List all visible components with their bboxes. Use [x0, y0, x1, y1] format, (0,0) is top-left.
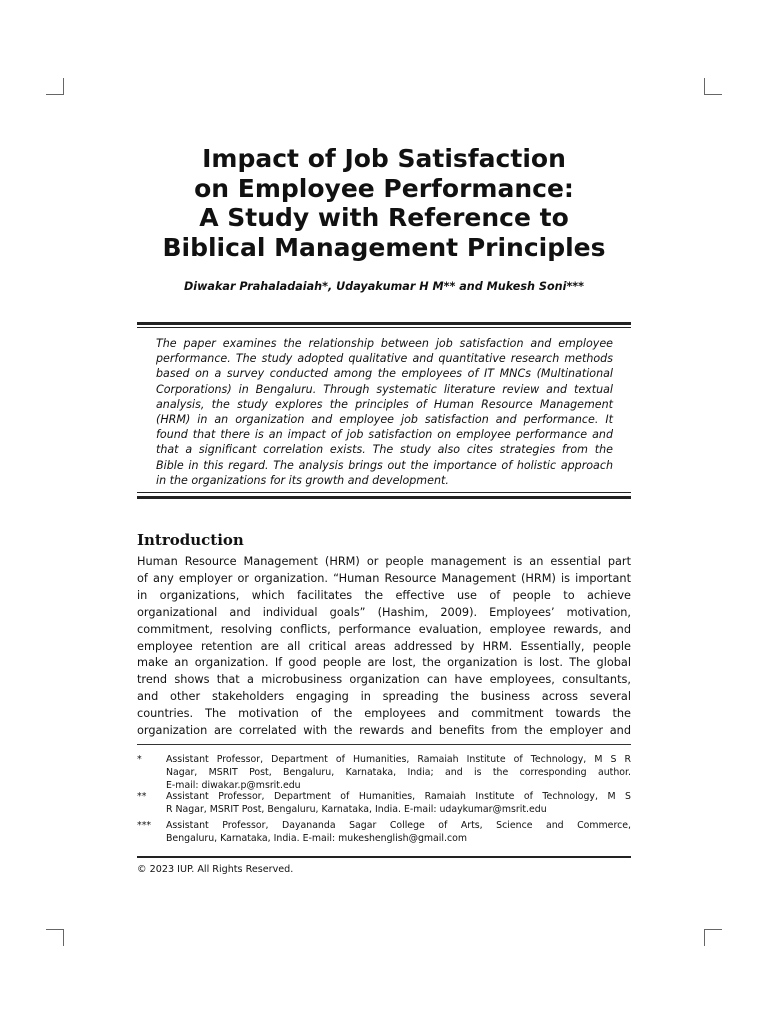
footnote-line: Bengaluru, Karnataka, India. E-mail: mukeshenglish@gmail.com	[166, 833, 468, 844]
footnote-line: Assistant Professor, Department of Humanities, Ramaiah Institute of Technology, M S	[166, 791, 631, 802]
body-line: commitment, resolving conflicts, performance evaluation, employee rewards, and	[137, 622, 631, 636]
abstract-line: that a significant correlation exists. The study also cites strategies from the	[156, 443, 613, 457]
abstract-bottom-rule-thin	[137, 492, 631, 493]
title-line: Impact of Job Satisfaction	[202, 144, 566, 173]
crop-mark-top-left	[46, 94, 64, 95]
crop-mark-top-right	[704, 78, 705, 95]
introduction-body	[137, 554, 631, 740]
copyright-rule	[137, 856, 631, 858]
copyright-notice: © 2023 IUP. All Rights Reserved.	[137, 864, 294, 875]
body-line: organization are correlated with the rewards and benefits from the employer and	[137, 724, 631, 738]
author-list: Diwakar Prahaladaiah*, Udayakumar H M** and Mukesh Soni***	[183, 280, 585, 293]
title-line: on Employee Performance:	[194, 173, 574, 203]
footnote-2	[137, 790, 631, 816]
crop-mark-top-right	[704, 94, 722, 95]
crop-mark-bottom-right	[704, 929, 722, 930]
footnote-1	[137, 753, 631, 792]
crop-mark-bottom-left	[46, 929, 64, 930]
abstract-line: analysis, the study explores the principles of Human Resource Management	[156, 397, 613, 411]
body-line: organizational and individual goals” (Hashim, 2009). Employees’ motivation,	[137, 605, 631, 619]
abstract-top-rule-thin	[137, 327, 631, 328]
body-line: and other stakeholders engaging in spreading the business across several	[137, 690, 631, 704]
section-heading-introduction: Introduction	[137, 531, 244, 549]
footnote-separator	[137, 744, 631, 745]
body-line: Human Resource Management (HRM) or people management is an essential part	[137, 555, 631, 568]
abstract-line: Bible in this regard. The analysis brings out the importance of holistic approach	[156, 458, 613, 472]
footnote-mark: **	[137, 791, 147, 802]
crop-mark-bottom-right	[704, 929, 705, 946]
footnote-line: Assistant Professor, Dayananda Sagar College of Arts, Science and Commerce,	[166, 820, 631, 831]
abstract-line: based on a survey conducted among the employees of IT MNCs (Multinational	[156, 367, 613, 381]
abstract-line: Corporations) in Bengaluru. Through systematic literature review and textual	[156, 382, 613, 396]
body-line: trend shows that a microbusiness organization can have employees, consultants,	[137, 673, 631, 687]
footnote-line: E-mail: diwakar.p@msrit.edu	[166, 780, 301, 791]
abstract	[156, 336, 613, 488]
crop-mark-bottom-left	[63, 929, 64, 946]
abstract-line: The paper examines the relationship between job satisfaction and employee	[156, 337, 613, 350]
title-line: A Study with Reference to	[199, 203, 569, 232]
body-line: employee retention are all critical areas addressed by HRM. Essentially, people	[137, 639, 631, 653]
abstract-line: in the organizations for its growth and development.	[156, 473, 449, 487]
abstract-line: performance. The study adopted qualitative and quantitative research methods	[156, 352, 613, 366]
footnote-line: Assistant Professor, Department of Humanities, Ramaiah Institute of Technology, M S R	[166, 754, 631, 765]
footnote-mark: ***	[137, 820, 152, 831]
footnote-3	[137, 819, 631, 845]
abstract-top-rule-thick	[137, 322, 631, 325]
footnote-mark: *	[137, 754, 142, 765]
body-line: of any employer or organization. “Human Resource Management (HRM) is important	[137, 571, 631, 585]
paper-title	[110, 144, 658, 262]
body-line: make an organization. If good people are lost, the organization is lost. The global	[137, 656, 631, 670]
title-line: Biblical Management Principles	[162, 232, 606, 262]
body-line: countries. The motivation of the employees and commitment towards the	[137, 707, 631, 721]
crop-mark-top-left	[63, 78, 64, 95]
abstract-line: (HRM) in an organization and employee job satisfaction and performance. It	[156, 413, 613, 427]
footnote-line: R Nagar, MSRIT Post, Bengaluru, Karnataka, India. E-mail: udaykumar@msrit.edu	[166, 804, 547, 815]
footnote-line: Nagar, MSRIT Post, Bengaluru, Karnataka, India; and is the corresponding author.	[166, 767, 631, 778]
abstract-bottom-rule-thick	[137, 496, 631, 499]
body-line: in organizations, which facilitates the effective use of people to achieve	[137, 588, 631, 602]
abstract-line: found that there is an impact of job satisfaction on employee performance and	[156, 428, 613, 442]
